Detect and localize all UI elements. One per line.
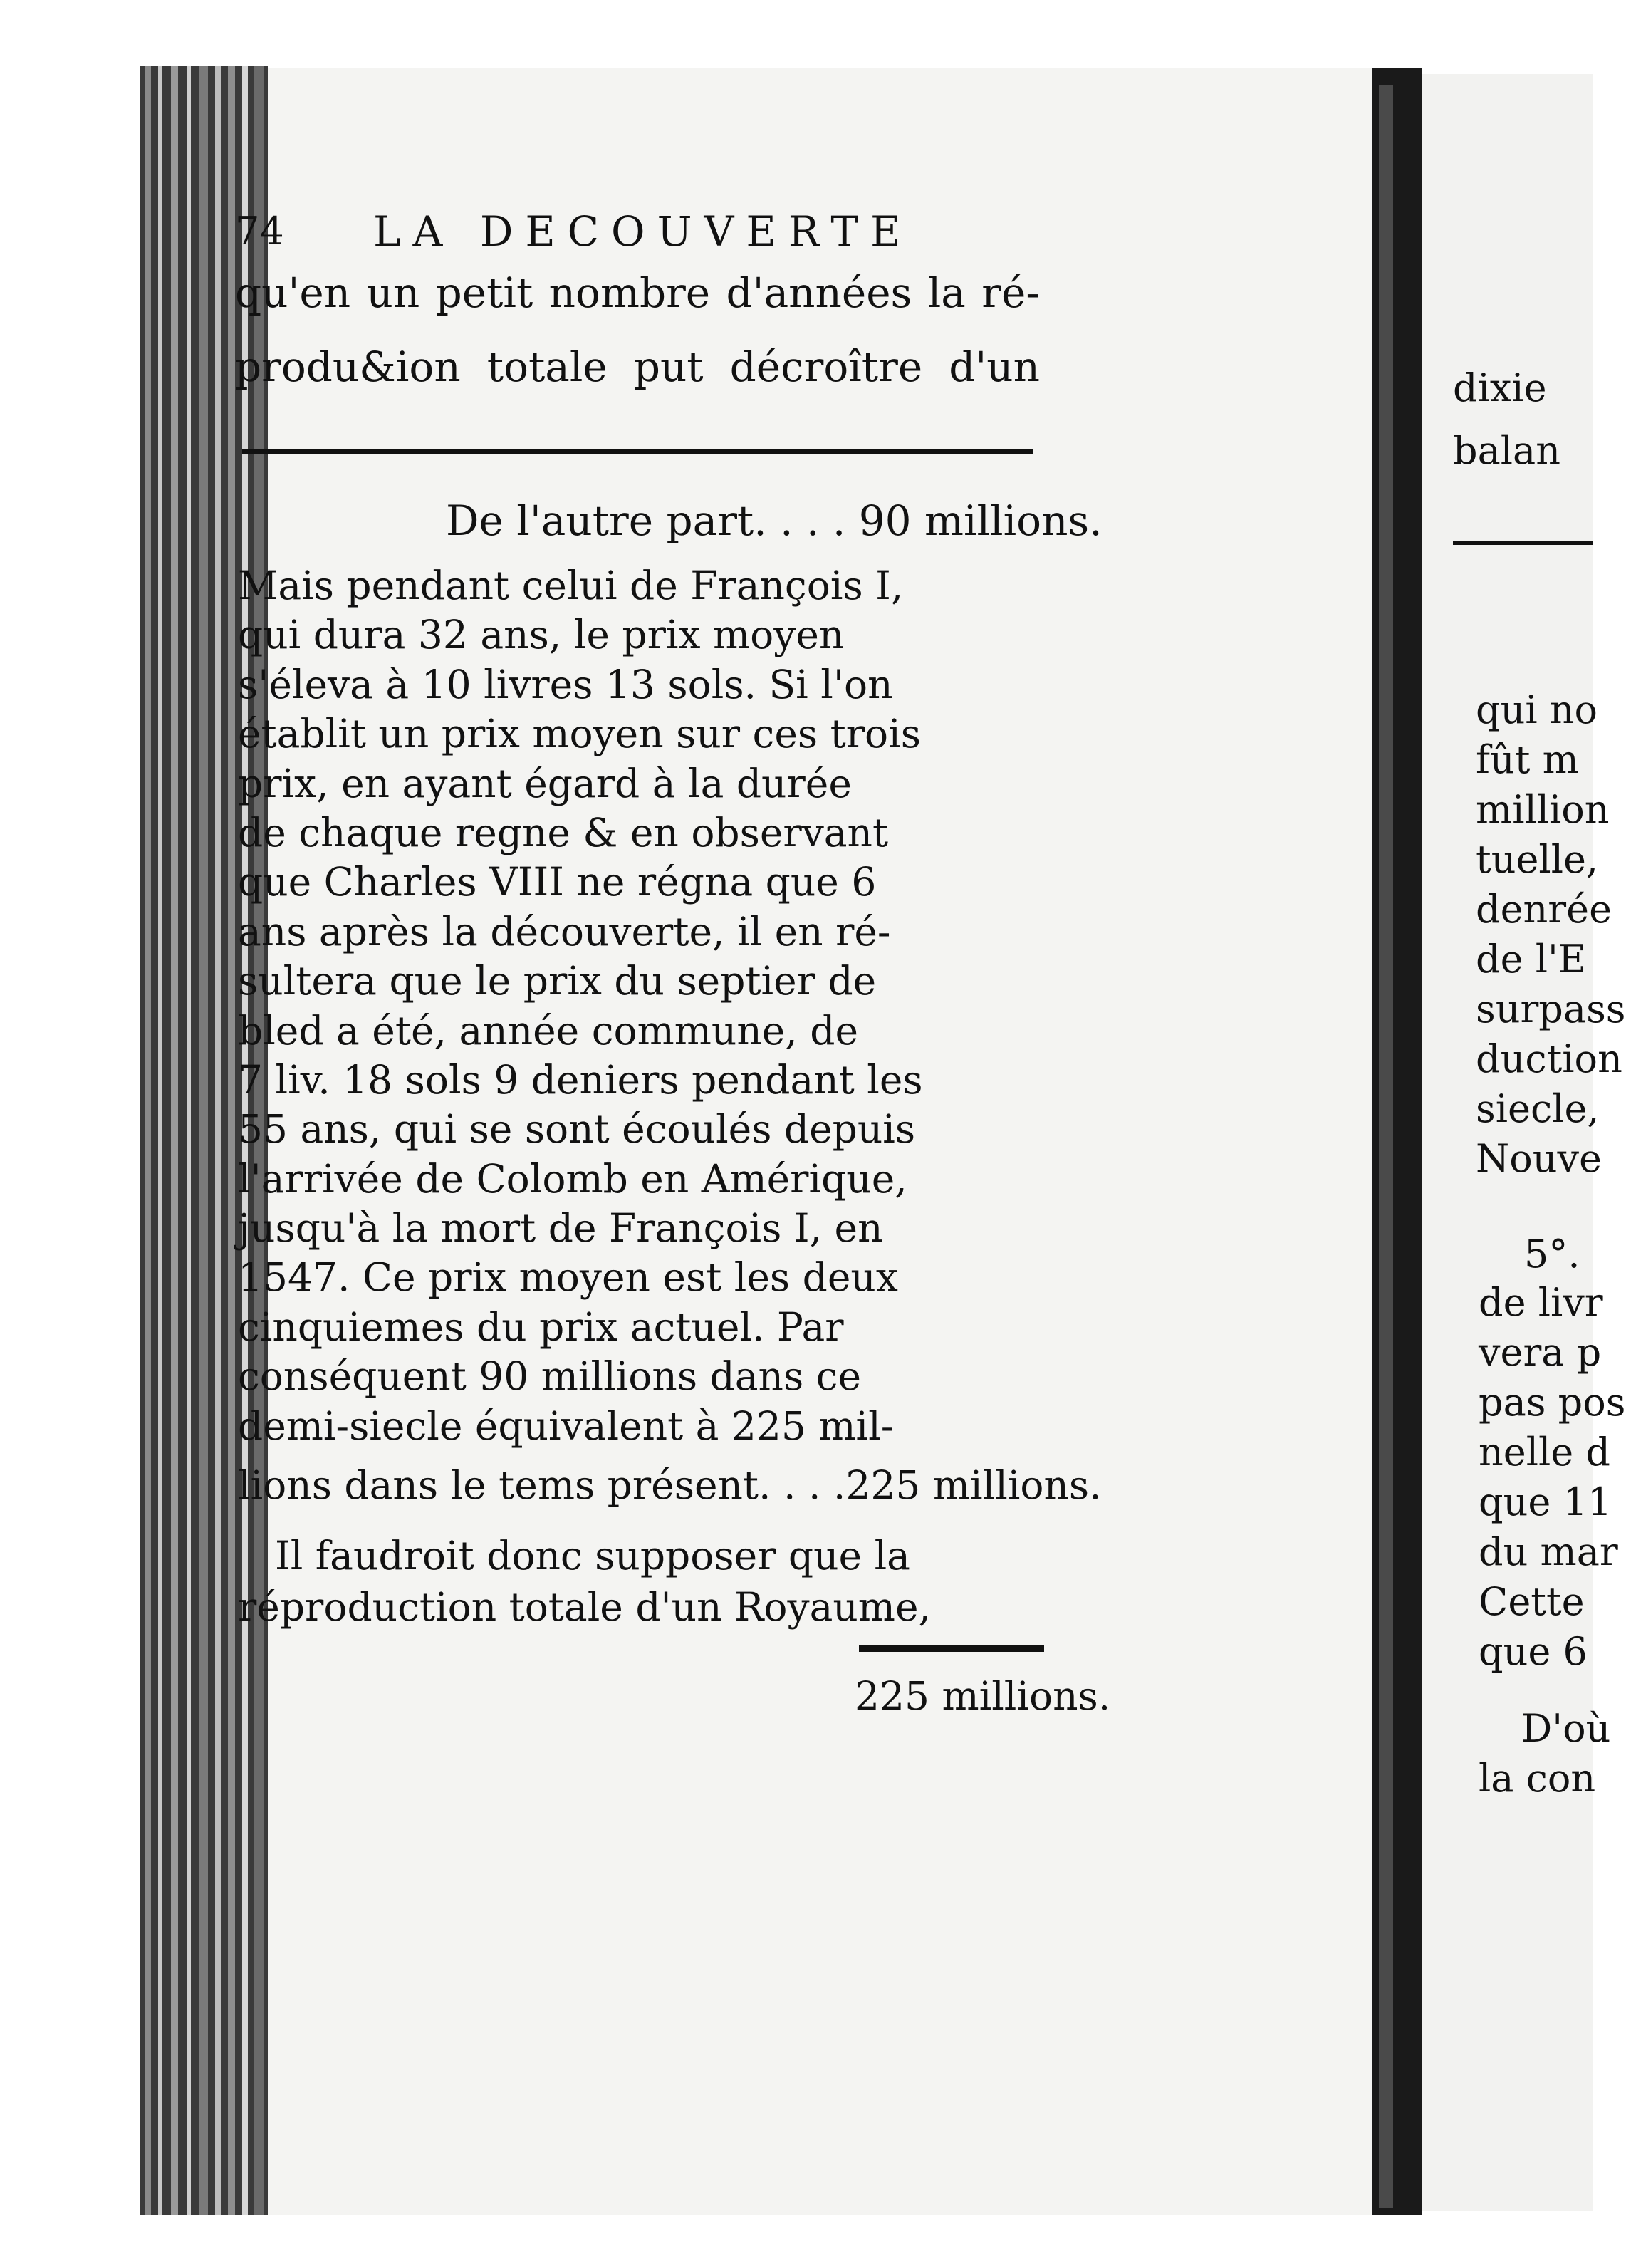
text-line: cinquiemes du prix actuel. Par	[238, 1304, 844, 1350]
facing-header-line: dixie	[1453, 365, 1547, 410]
text-line: prix, en ayant égard à la durée	[238, 760, 852, 806]
facing-line: pas pos	[1479, 1380, 1626, 1425]
facing-line: siecle,	[1476, 1086, 1600, 1131]
word: qu'en	[235, 269, 351, 317]
paragraph-2	[238, 1530, 931, 1633]
word: un	[366, 269, 420, 317]
page-number: 74	[235, 209, 284, 254]
text-line: conséquent 90 millions dans ce	[238, 1353, 862, 1400]
text-line: établit un prix moyen sur ces trois	[238, 711, 921, 757]
text-line: bled a été, année commune, de	[238, 1007, 859, 1054]
text-line: Mais pendant celui de François I,	[238, 563, 904, 608]
facing-line: que 6	[1479, 1629, 1588, 1674]
text-line: 1547. Ce prix moyen est les deux	[238, 1254, 898, 1301]
text-line: sultera que le prix du septier de	[238, 958, 877, 1004]
facing-line: D'où	[1521, 1706, 1611, 1751]
facing-header-line: balan	[1453, 428, 1561, 473]
paragraph-1	[238, 561, 923, 1451]
word: la	[927, 269, 966, 317]
facing-line: million	[1476, 787, 1610, 832]
facing-line: 5°.	[1524, 1232, 1580, 1276]
text-line: de chaque regne & en observant	[238, 809, 889, 855]
facing-line: Cette	[1479, 1579, 1585, 1624]
facing-line: denrée	[1476, 887, 1612, 932]
text-line: Il faudroit donc supposer que la	[275, 1533, 910, 1578]
last-line-text: lions dans le tems présent. . . .	[238, 1462, 846, 1508]
facing-line: du mar	[1479, 1529, 1618, 1574]
word: ré-	[981, 269, 1040, 317]
word: nombre	[548, 269, 711, 317]
text-line: jusqu'à la mort de François I, en	[238, 1205, 883, 1252]
right-page-rule	[1453, 541, 1593, 545]
text-line: s'éleva à 10 livres 13 sols. Si l'on	[238, 661, 893, 707]
word: d'années	[726, 269, 912, 317]
total-amount: 225 millions.	[855, 1673, 1111, 1719]
word: petit	[435, 269, 533, 317]
facing-line: Nouve	[1476, 1136, 1602, 1181]
facing-line: tuelle,	[1476, 837, 1599, 882]
carried-forward: De l'autre part. . . . 90 millions.	[446, 496, 1103, 545]
amount-225: 225 millions.	[845, 1462, 1102, 1508]
section-rule	[242, 449, 1033, 454]
facing-line: vera p	[1479, 1330, 1602, 1375]
running-title: LA DECOUVERTE	[373, 207, 913, 256]
paragraph-1-last-line	[238, 1462, 1102, 1509]
word: d'un	[949, 343, 1040, 391]
text-line: que Charles VIII ne régna que 6	[238, 859, 877, 905]
text-line: 7 liv. 18 sols 9 deniers pendant les	[238, 1056, 923, 1103]
text-line: demi-siecle équivalent à 225 mil-	[238, 1403, 895, 1449]
facing-line: de livr	[1479, 1280, 1603, 1325]
facing-line: nelle d	[1479, 1430, 1610, 1474]
facing-line: la con	[1479, 1756, 1596, 1801]
facing-line: fût m	[1476, 737, 1579, 782]
text-line: qui dura 32 ans, le prix moyen	[238, 612, 845, 658]
word: produ&ion	[235, 343, 461, 391]
facing-line: surpass	[1476, 987, 1626, 1031]
facing-line: de l'E	[1476, 937, 1587, 982]
word: décroître	[729, 343, 923, 391]
text-line: réproduction totale d'un Royaume,	[238, 1584, 931, 1630]
continuation-line-1	[235, 269, 1040, 316]
facing-line: qui no	[1476, 687, 1598, 732]
facing-line: duction	[1476, 1036, 1622, 1081]
facing-line: que 11	[1479, 1479, 1612, 1524]
word: put	[633, 343, 704, 391]
text-line: ans après la découverte, il en ré-	[238, 908, 891, 954]
text-line: 55 ans, qui se sont écoulés depuis	[238, 1106, 916, 1153]
word: totale	[486, 343, 608, 391]
sum-rule	[859, 1645, 1044, 1652]
continuation-line-2	[235, 343, 1040, 390]
text-line: l'arrivée de Colomb en Amérique,	[238, 1155, 907, 1202]
